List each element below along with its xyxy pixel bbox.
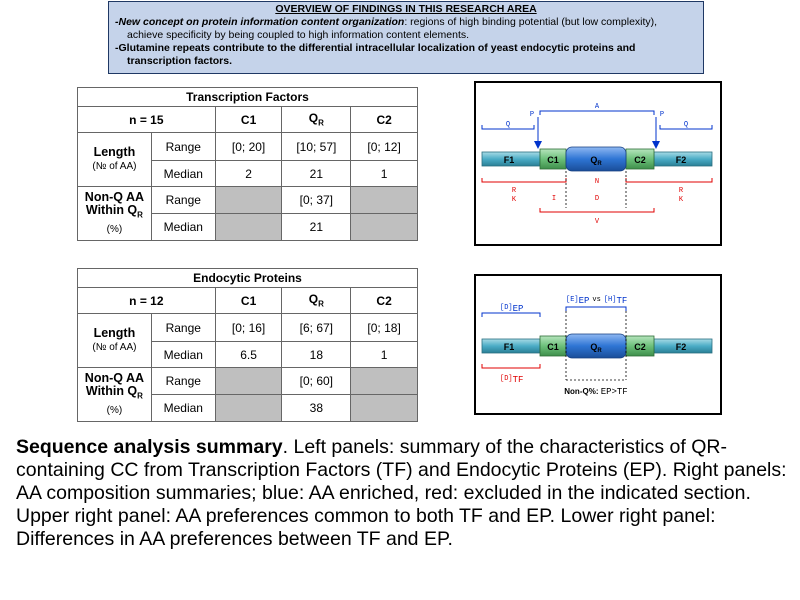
col-header-c1: C1 — [215, 288, 282, 314]
caption-text: . Left panels: summary of the characteristics of QR-containing CC from Transcription Factors (TF) and Endocytic Proteins (EP). Right panels: AA composition summaries; blue: AA enriched, red: excluded in the indicated section. Upper right panel: AA preferences common to both TF and EP. Lower right panel: Differences in AA preferences between TF and EP. — [16, 436, 787, 550]
cell-length-median-qr: 21 — [282, 161, 351, 187]
cell-length-range-qr: [6; 67] — [282, 314, 351, 342]
col-header-c2: C2 — [351, 107, 418, 133]
bracket-blue-middle — [566, 307, 626, 311]
bracket-red-bottom — [540, 208, 654, 212]
cell-empty — [215, 214, 282, 241]
col-header-qr: $Q_R$ — [282, 288, 351, 314]
cell-empty — [351, 214, 418, 241]
nonq-caption: Non-Q%: EP>TF — [564, 387, 628, 397]
range-label: Range — [151, 133, 215, 161]
range-label: Range — [151, 368, 215, 395]
range-label: Range — [151, 187, 215, 214]
segment-label-c2: C2 — [634, 155, 646, 165]
blue-label-left-q: Q — [505, 121, 511, 129]
red-label-d: D — [594, 195, 600, 203]
table-endocytic-proteins — [77, 268, 418, 422]
overview-box — [108, 1, 704, 74]
col-header-c2: C2 — [351, 288, 418, 314]
median-label: Median — [151, 395, 215, 422]
row-label-nonq: Non-Q AA Within $Q_R$ (%) — [78, 368, 152, 422]
diagram-aa-preferences-common — [474, 81, 722, 246]
segment-label-f2: F2 — [675, 155, 687, 165]
blue-label-left: [D]EP — [500, 304, 524, 314]
segment-label-f2: F2 — [675, 342, 687, 352]
median-label: Median — [151, 214, 215, 241]
row-label-length: Length (№ of AA) — [78, 133, 152, 187]
bracket-red-right — [626, 178, 712, 182]
overview-line-2: achieve specificity by being coupled to high information content elements. — [127, 29, 470, 41]
overview-line-4: transcription factors. — [127, 55, 233, 67]
cell-length-median-c2: 1 — [351, 342, 418, 368]
cell-empty — [215, 395, 282, 422]
range-label: Range — [151, 314, 215, 342]
segment-label-qr: $Q_R$ — [590, 342, 602, 354]
cell-length-median-c1: 2 — [215, 161, 282, 187]
blue-label-right-q: Q — [683, 121, 689, 129]
blue-label-middle: [E]EP vs [H]TF — [566, 296, 628, 306]
bracket-blue-top — [540, 111, 654, 115]
caption-bold: Sequence analysis summary — [16, 436, 283, 458]
cell-length-median-qr: 18 — [282, 342, 351, 368]
table-transcription-factors — [77, 87, 418, 241]
segment-label-c1: C1 — [547, 155, 559, 165]
cell-nonq-range-qr: [0; 37] — [282, 187, 351, 214]
cell-empty — [351, 368, 418, 395]
cell-length-range-c2: [0; 18] — [351, 314, 418, 342]
bracket-blue-left — [482, 313, 540, 317]
median-label: Median — [151, 342, 215, 368]
row-label-length: Length (№ of AA) — [78, 314, 152, 368]
diagram-aa-preferences-differences — [474, 274, 722, 415]
overview-line-3: -Glutamine repeats contribute to the differential intracellular localization of yeast endocytic proteins and — [115, 42, 636, 54]
cell-length-median-c2: 1 — [351, 161, 418, 187]
red-label-right-r: R — [678, 187, 684, 195]
red-label-left-r: R — [511, 187, 517, 195]
segment-label-c2: C2 — [634, 342, 646, 352]
table-title: Transcription Factors — [78, 88, 418, 107]
cell-length-range-c2: [0; 12] — [351, 133, 418, 161]
arrowhead-left — [534, 141, 542, 149]
bracket-red-left — [482, 178, 566, 182]
cell-nonq-range-qr: [0; 60] — [282, 368, 351, 395]
row-label-nonq: Non-Q AA Within $Q_R$ (%) — [78, 187, 152, 241]
blue-label-right-p: P — [659, 111, 665, 119]
n-label: n = 15 — [78, 107, 216, 133]
col-header-c1: C1 — [215, 107, 282, 133]
arrowhead-right — [652, 141, 660, 149]
segment-label-c1: C1 — [547, 342, 559, 352]
red-label-n: N — [594, 178, 600, 186]
col-header-qr: $Q_R$ — [282, 107, 351, 133]
segment-label-qr: $Q_R$ — [590, 155, 602, 167]
table-title: Endocytic Proteins — [78, 269, 418, 288]
cell-nonq-median-qr: 21 — [282, 214, 351, 241]
figure-caption — [16, 436, 791, 551]
cell-length-range-c1: [0; 20] — [215, 133, 282, 161]
segment-label-f1: F1 — [503, 155, 515, 165]
cell-empty — [215, 368, 282, 395]
cell-empty — [351, 187, 418, 214]
red-label-v: V — [594, 218, 600, 226]
bracket-red-left — [482, 364, 540, 368]
n-label: n = 12 — [78, 288, 216, 314]
segment-label-f1: F1 — [503, 342, 515, 352]
cell-length-range-c1: [0; 16] — [215, 314, 282, 342]
overview-line-1: -New concept on protein information content organization: regions of high binding potential (but low complexity), — [115, 16, 658, 28]
cell-empty — [351, 395, 418, 422]
red-label-right-k: K — [678, 196, 684, 204]
blue-label-left-p: P — [529, 111, 535, 119]
red-label-i: I — [551, 195, 557, 203]
red-label-left: [D]TF — [500, 375, 524, 385]
cell-empty — [215, 187, 282, 214]
blue-label-top-a: A — [594, 103, 600, 111]
cell-nonq-median-qr: 38 — [282, 395, 351, 422]
cell-length-median-c1: 6.5 — [215, 342, 282, 368]
cell-length-range-qr: [10; 57] — [282, 133, 351, 161]
overview-title: OVERVIEW OF FINDINGS IN THIS RESEARCH AREA — [275, 3, 537, 15]
red-label-left-k: K — [511, 196, 517, 204]
median-label: Median — [151, 161, 215, 187]
